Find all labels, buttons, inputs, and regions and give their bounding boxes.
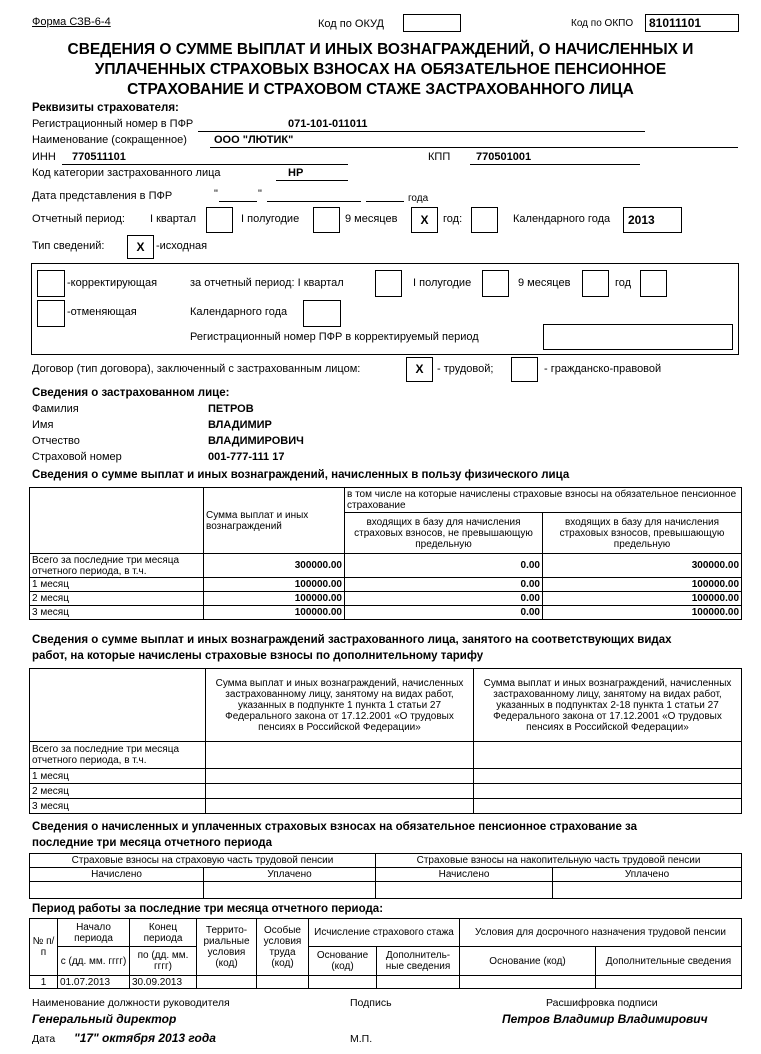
table-row [30,769,742,784]
insurance-accrued-header: Начислено [30,868,204,882]
corr-h1-box[interactable] [482,270,509,297]
row-base: 0.00 [345,554,543,578]
row-label: 3 месяц [30,606,204,620]
okpo-label: Код по ОКПО [571,18,634,29]
date-quote-2: " [258,188,262,200]
info-type-label: Тип сведений: [32,240,105,252]
work-col-start: Начало периода [58,919,130,947]
additional-table [29,668,742,814]
cell [596,976,742,989]
additional-col-2: Сумма выплат и иных вознаграждений, начисленных застрахованному лицу, занятому на видах работ, указанных в подпунктах 2-18 пункта 1 статьи 27 Федерального закона от 17.12.2001 «О трудовых пенсиях в Российской Федерации» [474,669,742,742]
kpp-label: КПП [428,151,451,163]
row-label: 3 месяц [30,799,206,814]
patronymic-label: Отчество [32,435,80,447]
signer-name: Петров Владимир Владимирович [502,1012,708,1026]
work-col-calc-basis: Основание (код) [309,947,377,976]
payments-col-group: в том числе на которые начислены страховые взносы на обязательное пенсионное страхование [345,488,742,513]
period-9m-box[interactable]: X [411,207,438,233]
cell [474,769,742,784]
kpp-underline [470,164,640,165]
cell [377,976,460,989]
category-label: Код категории застрахованного лица [32,167,221,179]
row-base: 0.00 [345,606,543,620]
contributions-table [29,853,742,899]
contract-labor-label: - трудовой; [437,363,494,375]
cancel-label: -отменяющая [67,306,137,318]
contract-civil-box[interactable] [511,357,538,382]
table-row [30,578,742,592]
decode-label: Расшифровка подписи [546,997,658,1009]
work-row-start: 01.07.2013 [58,976,130,989]
date-quote-1: " [214,188,218,200]
corr-h1-label: I полугодие [413,277,472,289]
row-over: 300000.00 [543,554,742,578]
title-line-1: СВЕДЕНИЯ О СУММЕ ВЫПЛАТ И ИНЫХ ВОЗНАГРАЖДЕНИЙ, О НАЧИСЛЕННЫХ И [67,41,694,58]
work-row-end: 30.09.2013 [130,976,197,989]
name-underline [210,147,738,148]
calendar-year-label: Календарного года [513,213,611,225]
row-base: 0.00 [345,578,543,592]
contributions-heading-1: Сведения о начисленных и уплаченных страховых взносах на обязательное пенсионное страхование за [32,821,637,833]
additional-corner [30,669,206,742]
cell [30,882,204,899]
period-q1-box[interactable] [206,207,233,233]
person-heading: Сведения о застрахованном лице: [32,387,230,399]
payments-col-base: входящих в базу для начисления страховых взносов, не превышающую предельную [345,513,543,554]
inn-value: 770511101 [72,151,126,163]
row-label: 1 месяц [30,578,204,592]
table-row [30,606,742,620]
reg-value: 071-101-011011 [288,118,368,130]
row-label: Всего за последние три месяца отчетного периода, в т.ч. [30,554,204,578]
signature-label: Подпись [350,997,392,1009]
title-line-3: СТРАХОВАНИЕ И СТРАХОВОМ СТАЖЕ ЗАСТРАХОВАННОГО ЛИЦА [127,81,634,98]
cell [204,882,376,899]
period-q1-label: I квартал [150,213,197,225]
name-value: ООО "ЛЮТИК" [214,134,294,146]
work-col-territorial: Террито-риальные условия (код) [197,919,257,976]
cell [206,799,474,814]
calendar-year-box[interactable]: 2013 [623,207,682,233]
contract-label: Договор (тип договора), заключенный с застрахованным лицом: [32,363,361,375]
additional-heading-1: Сведения о сумме выплат и иных вознаграждений застрахованного лица, занятого на соответствующих видах [32,634,672,646]
payments-corner [30,488,204,554]
table-row [30,882,742,899]
okud-field[interactable] [403,14,461,32]
payments-table [29,487,742,620]
cell [553,882,742,899]
cell [474,799,742,814]
date-label: Дата представления в ПФР [32,190,173,202]
corr-cal-year-label: Календарного года [190,306,288,318]
row-sum: 100000.00 [204,592,345,606]
inn-label: ИНН [32,151,56,163]
work-col-calc: Исчисление страхового стажа [309,919,460,947]
work-col-start-sub: с (дд. мм. гггг) [58,947,130,976]
contributions-heading-2: последние три месяца отчетного периода [32,837,273,849]
corrective-box[interactable] [37,270,65,297]
snils-value: 001-777-111 17 [208,451,285,463]
period-h1-label: I полугодие [241,213,300,225]
period-year-label: год: [443,213,463,225]
work-col-early-basis: Основание (код) [460,947,596,976]
work-col-num: № п/п [30,919,58,976]
date-label-footer: Дата [32,1033,56,1045]
date-year-line[interactable] [366,201,404,202]
category-underline [276,180,348,181]
snils-label: Страховой номер [32,451,122,463]
row-over: 100000.00 [543,592,742,606]
work-col-special: Особые условия труда (код) [257,919,309,976]
period-9m-label: 9 месяцев [345,213,398,225]
title-line-2: УПЛАЧЕННЫХ СТРАХОВЫХ ВЗНОСАХ НА ОБЯЗАТЕЛЬНОЕ ПЕНСИОННОЕ [94,61,667,78]
insurance-paid-header: Уплачено [204,868,376,882]
insurer-heading: Реквизиты страхователя: [32,102,179,114]
patronymic-value: ВЛАДИМИРОВИЧ [208,435,304,447]
insurance-part-header: Страховые взносы на страховую часть трудовой пенсии [30,854,376,868]
work-col-end-sub: по (дд. мм. гггг) [130,947,197,976]
payments-heading: Сведения о сумме выплат и иных вознаграждений, начисленных в пользу физического лица [32,469,570,481]
row-label: 2 месяц [30,592,204,606]
cell [197,976,257,989]
row-sum: 300000.00 [204,554,345,578]
corr-reg-label: Регистрационный номер ПФР в корректируемый период [190,331,479,343]
okpo-field[interactable]: 81011101 [645,14,739,32]
cell [309,976,377,989]
row-over: 100000.00 [543,606,742,620]
info-type-original-label: -исходная [156,240,208,252]
corr-year-label: год [615,277,632,289]
cell [206,784,474,799]
row-sum: 100000.00 [204,578,345,592]
corr-9m-label: 9 месяцев [518,277,571,289]
cancel-box[interactable] [37,300,65,327]
cell [206,742,474,769]
corr-cal-year-box[interactable] [303,300,341,327]
date-day-line[interactable] [219,201,257,202]
work-col-early-extra: Дополнительные сведения [596,947,742,976]
cell [474,742,742,769]
corr-q1-box[interactable] [375,270,402,297]
cell [460,976,596,989]
reg-underline [198,131,645,132]
work-col-early: Условия для досрочного назначения трудовой пенсии [460,919,742,947]
firstname-value: ВЛАДИМИР [208,419,272,431]
seal-label: М.П. [350,1033,373,1045]
work-col-calc-extra: Дополнитель-ные сведения [377,947,460,976]
surname-value: ПЕТРОВ [208,403,254,415]
row-label: Всего за последние три месяца отчетного периода, в т.ч. [30,742,206,769]
info-type-original-box[interactable]: X [127,235,154,259]
funded-paid-header: Уплачено [553,868,742,882]
period-label: Отчетный период: [32,213,125,225]
corr-9m-box[interactable] [582,270,609,297]
reg-label: Регистрационный номер в ПФР [32,118,194,130]
date-year-suffix: года [408,193,429,204]
table-row [30,976,742,989]
form-code: Форма СЗВ-6-4 [32,16,111,28]
date-value-footer: "17" октября 2013 года [74,1031,216,1045]
cell [474,784,742,799]
funded-accrued-header: Начислено [376,868,553,882]
corr-reg-box[interactable] [543,324,733,350]
row-over: 100000.00 [543,578,742,592]
table-row [30,784,742,799]
work-row-num: 1 [30,976,58,989]
contract-civil-label: - гражданско-правовой [544,363,662,375]
work-heading: Период работы за последние три месяца отчетного периода: [32,903,384,915]
okud-label: Код по ОКУД [318,18,384,30]
surname-label: Фамилия [32,403,79,415]
date-month-line[interactable] [267,201,361,202]
period-year-box[interactable] [471,207,498,233]
table-row [30,742,742,769]
table-row [30,592,742,606]
contract-labor-box[interactable]: X [406,357,433,382]
work-table [29,918,742,989]
funded-part-header: Страховые взносы на накопительную часть трудовой пенсии [376,854,742,868]
cell [376,882,553,899]
cell [257,976,309,989]
corr-year-box[interactable] [640,270,667,297]
row-sum: 100000.00 [204,606,345,620]
category-value: НР [288,167,304,179]
position-label: Наименование должности руководителя [32,997,230,1009]
period-h1-box[interactable] [313,207,340,233]
additional-heading-2: работ, на которые начислены страховые взносы по дополнительному тарифу [32,650,484,662]
position-value: Генеральный директор [32,1012,177,1026]
name-label: Наименование (сокращенное) [32,134,187,146]
table-row [30,554,742,578]
cell [206,769,474,784]
row-label: 1 месяц [30,769,206,784]
additional-col-1: Сумма выплат и иных вознаграждений, начисленных застрахованному лицу, занятому на видах работ, указанных в подпункте 1 пункта 1 статьи 27 Федерального закона от 17.12.2001 «О трудовых пенсиях в Российской Федерации» [206,669,474,742]
payments-col-sum: Сумма выплат и иных вознаграждений [204,488,345,554]
row-base: 0.00 [345,592,543,606]
table-row [30,799,742,814]
firstname-label: Имя [32,419,54,431]
work-col-end: Конец периода [130,919,197,947]
payments-col-over: входящих в базу для начисления страховых взносов, превышающую предельную [543,513,742,554]
kpp-value: 770501001 [476,151,532,163]
corrective-label: -корректирующая [67,277,158,289]
inn-underline [62,164,348,165]
corr-period-label: за отчетный период: I квартал [190,277,344,289]
row-label: 2 месяц [30,784,206,799]
